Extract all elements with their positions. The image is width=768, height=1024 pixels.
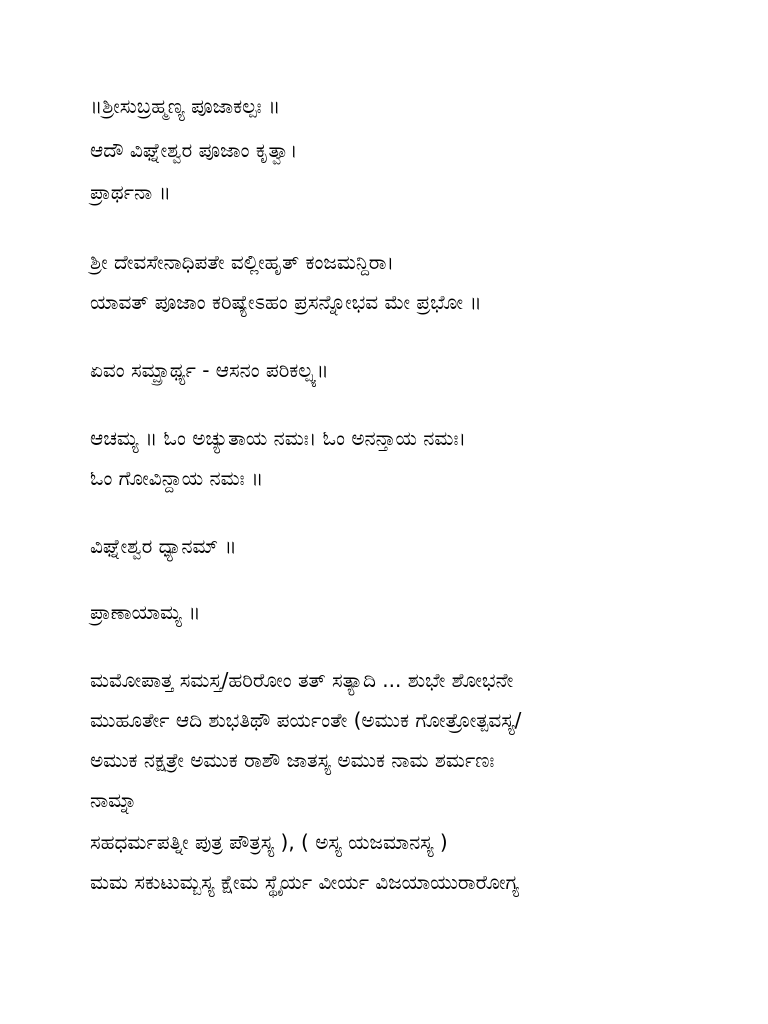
text-line: ವಿಘ್ನೇಶ್ವರ ಧ್ಯಾನಮ್ ॥ <box>90 534 237 558</box>
text-line: ಮಮ ಸಕುಟುಮ್ಬಸ್ಯ ಕ್ಷೇಮ ಸ್ಥೈರ್ಯ ವೀರ್ಯ ವಿಜಯಾಯುರಾರೋಗ್ಯ <box>90 870 520 894</box>
text-line: ಸಹಧರ್ಮಪತ್ನೀ ಪುತ್ರ ಪೌತ್ರಸ್ಯ ), ( ಅಸ್ಯ ಯಜಮಾನಸ್ಯ ) <box>90 830 448 854</box>
text-line: ಮಮೋಪಾತ್ತ ಸಮಸ್ತ/ಹರಿರೋಂ ತತ್ ಸತ್ಯಾದಿ ... ಶುಭೇ ಶೋಭನೇ <box>90 668 514 692</box>
text-line: ಓಂ ಗೋವಿನ್ದಾಯ ನಮಃ ॥ <box>90 466 264 490</box>
text-line: ಆಚಮ್ಯ ॥ ಓಂ ಅಚ್ಯುತಾಯ ನಮಃ। ಓಂ ಅನನ್ತಾಯ ನಮಃ। <box>90 426 467 450</box>
text-line: ಆದೌ ವಿಘ್ನೇಶ್ವರ ಪೂಜಾಂ ಕೃತ್ವಾ। <box>90 138 298 162</box>
text-line: ಶ್ರೀ ದೇವಸೇನಾಧಿಪತೇ ವಲ್ಲೀಹೃತ್ ಕಂಜಮನ್ದಿರಾ। <box>90 250 395 274</box>
text-line: ಏವಂ ಸಮ್ಪ್ರಾರ್ಥ್ಯ - ಆಸನಂ ಪರಿಕಲ್ಪ್ಯ॥ <box>90 358 329 382</box>
text-line: ನಾಮ್ನಾ <box>90 788 137 812</box>
text-line: ಯಾವತ್ ಪೂಜಾಂ ಕರಿಷ್ಯೇಽಹಂ ಪ್ರಸನ್ನೋಭವ ಮೇ ಪ್ರಭೋ ॥ <box>90 290 482 314</box>
text-line: ಪ್ರಾಣಾಯಾಮ್ಯ ॥ <box>90 600 201 624</box>
text-line: ಪ್ರಾರ್ಥನಾ ॥ <box>90 180 171 204</box>
text-line: ಅಮುಕ ನಕ್ಷತ್ರೇ ಅಮುಕ ರಾಶೌ ಜಾತಸ್ಯ ಅಮುಕ ನಾಮ ಶರ್ಮಣಃ <box>90 748 495 772</box>
title-line: ॥ಶ್ರೀಸುಬ್ರಹ್ಮಣ್ಯ ಪೂಜಾಕಲ್ಪಃ ॥ <box>90 94 281 118</box>
text-line: ಮುಹೂರ್ತೇ ಆದಿ ಶುಭತಿಥೌ ಪರ್ಯಂತೇ (ಅಮುಕ ಗೋತ್ರೋತ್ಪವಸ್ಯ/ <box>90 708 522 732</box>
